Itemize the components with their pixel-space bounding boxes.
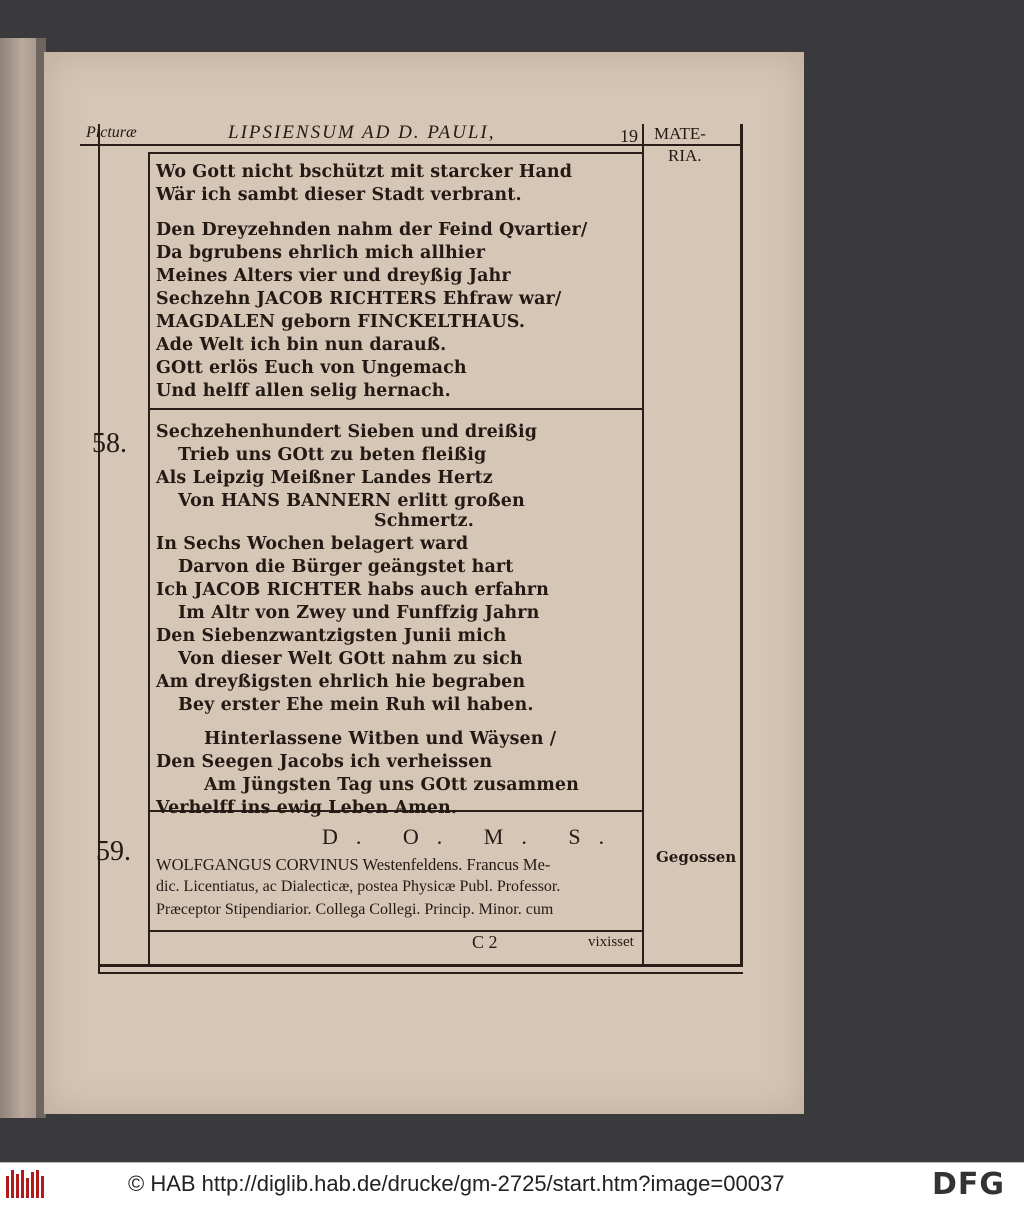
- hab-logo-icon: [6, 1170, 44, 1198]
- verse-line: Von HANS BANNERN erlitt großen: [178, 491, 525, 511]
- right-outer-rule: [740, 124, 743, 964]
- verse-line: Den Seegen Jacobs ich verheissen: [156, 752, 493, 772]
- verse-line: Ade Welt ich bin nun darauß.: [156, 335, 447, 355]
- verse-line: In Sechs Wochen belagert ward: [156, 534, 469, 554]
- verse-line: Schmertz.: [374, 511, 474, 531]
- verse-line: Sechzehenhundert Sieben und dreißig: [156, 422, 538, 442]
- viewer-footer: [0, 1162, 1024, 1205]
- verse-line: MAGDALEN geborn FINCKELTHAUS.: [156, 312, 526, 332]
- verse-line: Trieb uns GOtt zu beten fleißig: [178, 445, 487, 465]
- page-number: 19: [620, 126, 638, 146]
- verse-line: Und helff allen selig hernach.: [156, 381, 451, 401]
- verse-line: Von dieser Welt GOtt nahm zu sich: [178, 649, 523, 669]
- inscription-heading: D. O. M. S.: [322, 824, 623, 849]
- verse-line: Wo Gott nicht bschützt mit starcker Hand: [156, 162, 573, 182]
- verse-line: Bey erster Ehe mein Ruh wil haben.: [178, 695, 534, 715]
- margin-note: Gegossen: [656, 848, 737, 866]
- left-inner-rule: [148, 152, 150, 967]
- facing-page-edge: [0, 38, 40, 1118]
- verse-line: Sechzehn JACOB RICHTERS Ehfraw war/: [156, 289, 562, 309]
- bottom-rule-2: [98, 972, 743, 974]
- verse-line: GOtt erlös Euch von Ungemach: [156, 358, 467, 378]
- verse-line: Meines Alters vier und dreyßig Jahr: [156, 266, 511, 286]
- header-right-label-1: MATE-: [654, 124, 706, 143]
- divider-3: [150, 930, 644, 932]
- header-left-label: Picturæ: [86, 124, 137, 141]
- verse-line: Da bgrubens ehrlich mich allhier: [156, 243, 486, 263]
- verse-line: Den Siebenzwantzigsten Junii mich: [156, 626, 507, 646]
- right-inner-rule: [642, 124, 644, 964]
- verse-line: Am dreyßigsten ehrlich hie begraben: [156, 672, 526, 692]
- running-title: LIPSIENSUM AD D. PAULI,: [228, 122, 496, 143]
- dfg-logo: DFG: [932, 1167, 1006, 1202]
- verse-line: Als Leipzig Meißner Landes Hertz: [156, 468, 493, 488]
- verse-line: Am Jüngsten Tag uns GOtt zusammen: [204, 775, 579, 795]
- latin-line: WOLFGANGUS CORVINUS Westenfeldens. Francus Me-: [156, 855, 551, 874]
- verse-line: Ich JACOB RICHTER habs auch erfahrn: [156, 580, 549, 600]
- verse-line: Wär ich sambt dieser Stadt verbrant.: [156, 185, 522, 205]
- signature-mark: C 2: [472, 932, 498, 952]
- book-page: [44, 52, 804, 1114]
- verse-line: Darvon die Bürger geängstet hart: [178, 557, 514, 577]
- verse-line: Verhelff ins ewig Leben Amen.: [156, 798, 458, 818]
- inner-top-rule: [150, 152, 644, 154]
- entry-number-59: 59.: [96, 836, 131, 867]
- divider-1: [150, 408, 644, 410]
- verse-line: Hinterlassene Witben und Wäysen /: [204, 729, 557, 749]
- entry-number-58: 58.: [92, 428, 127, 459]
- latin-line: dic. Licentiatus, ac Dialecticæ, postea Physicæ Publ. Professor.: [156, 878, 561, 895]
- catchword: vixisset: [588, 934, 634, 950]
- copyright-link[interactable]: © HAB http://diglib.hab.de/drucke/gm-2725/start.htm?image=00037: [128, 1171, 785, 1196]
- verse-line: Den Dreyzehnden nahm der Feind Qvartier/: [156, 220, 588, 240]
- top-rule: [80, 144, 740, 146]
- header-right-label-2: RIA.: [668, 146, 702, 165]
- bottom-rule-1: [98, 964, 743, 967]
- latin-line: Præceptor Stipendiarior. Collega Collegi. Princip. Minor. cum: [156, 901, 554, 918]
- verse-line: Im Altr von Zwey und Funffzig Jahrn: [178, 603, 540, 623]
